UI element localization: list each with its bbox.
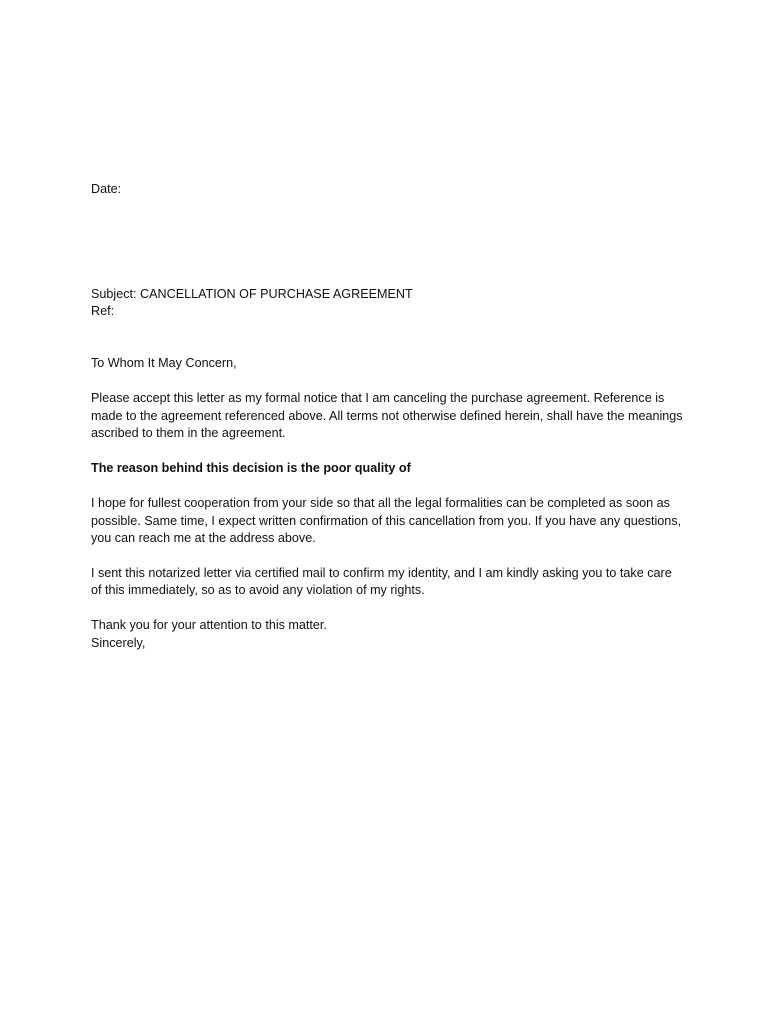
paragraph1-line: ascribed to them in the agreement. [91, 426, 286, 440]
reason-statement: The reason behind this decision is the poor quality of [91, 461, 411, 475]
date-label: Date: [91, 182, 122, 196]
paragraph3-line: I sent this notarized letter via certified mail to confirm my identity, and I am kindly asking you to take care [91, 566, 672, 580]
paragraph2-line: I hope for fullest cooperation from your side so that all the legal formalities can be completed as soon as [91, 496, 670, 510]
closing-line: Sincerely, [91, 636, 146, 650]
ref-label: Ref: [91, 304, 115, 318]
paragraph2-line: you can reach me at the address above. [91, 531, 316, 545]
paragraph3-line: of this immediately, so as to avoid any violation of my rights. [91, 583, 425, 597]
paragraph1-line: Please accept this letter as my formal notice that I am canceling the purchase agreement. Reference is [91, 391, 665, 405]
salutation: To Whom It May Concern, [91, 356, 237, 370]
subject-line: Subject: CANCELLATION OF PURCHASE AGREEMENT [91, 287, 413, 301]
paragraph1-line: made to the agreement referenced above. All terms not otherwise defined herein, shall have the meanings [91, 409, 683, 423]
thanks-line: Thank you for your attention to this matter. [91, 618, 327, 632]
paragraph2-line: possible. Same time, I expect written confirmation of this cancellation from you. If you have any questions, [91, 514, 682, 528]
